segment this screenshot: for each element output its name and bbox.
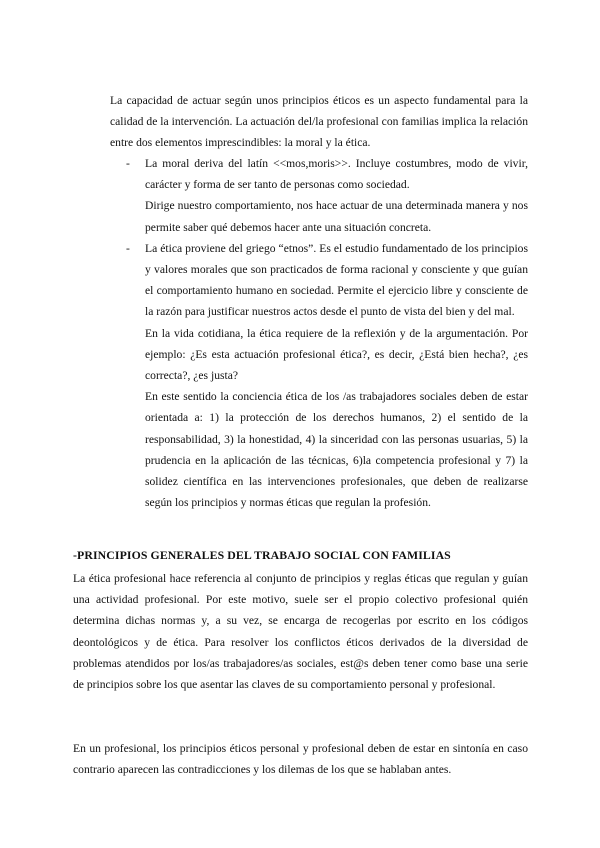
bullet-paragraph: En este sentido la conciencia ética de los /as trabajadores sociales deben de estar orientada a: 1) la protección de los derechos humanos, 2) el sentido de la responsabilidad, 3) la honestidad, 4) la sinceridad con las personas usuarias, 5) la prudencia en la aplicación de las técnicas, 6)la competencia profesional y 7) la solidez científica en las intervenciones profesionales, que deben de realizarse según los principios y normas éticas que regulan la profesión. — [145, 390, 528, 510]
section-paragraph: La ética profesional hace referencia al conjunto de principios y reglas éticas que regulan y guían una actividad profesional. Por este motivo, suele ser el propio colectivo profesional quién determina dichas normas y, a su vez, se encarga de recogerlas por escrito en los códigos deontológicos y de ética. Para resolver los conflictos éticos derivados de la diversidad de problemas atendidos por los/as trabajadores/as sociales, est@s deben tener como base una serie de principios sobre los que asentar las claves de su comportamiento personal y profesional. — [73, 572, 528, 692]
bullet-paragraph: La ética proviene del griego “etnos”. Es el estudio fundamentado de los principios y valores morales que son practicados de forma racional y consciente y que guían el comportamiento humano en sociedad. Permite el ejercicio libre y consciente de la razón para justificar nuestros actos desde el punto de vista del bien y del mal. — [145, 241, 528, 319]
bullet-paragraph: En la vida cotidiana, la ética requiere de la reflexión y de la argumentación. Por ejemplo: ¿Es esta actuación profesional ética?, es decir, ¿Está bien hecha?, ¿es correcta?, ¿es justa? — [145, 326, 528, 383]
bullet-item-etica — [110, 238, 528, 514]
bullet-paragraph: Dirige nuestro comportamiento, nos hace actuar de una determinada manera y nos permite saber qué debemos hacer ante una situación concreta. — [145, 199, 528, 234]
bullet-marker: - — [126, 157, 130, 170]
ethics-bullet-list — [110, 153, 528, 513]
bullet-paragraph: La moral deriva del latín <<mos,moris>>. Incluye costumbres, modo de vivir, carácter y forma de ser tanto de personas como sociedad. — [145, 157, 528, 192]
section-heading: -PRINCIPIOS GENERALES DEL TRABAJO SOCIAL CON FAMILIAS — [73, 548, 451, 562]
closing-paragraph: En un profesional, los principios éticos personal y profesional deben de estar en sintonía en caso contrario aparecen las contradicciones y los dilemas de los que se hablaban antes. — [73, 742, 528, 777]
bullet-item-moral — [110, 153, 528, 238]
bullet-marker: - — [126, 241, 130, 255]
intro-paragraph: La capacidad de actuar según unos principios éticos es un aspecto fundamental para la calidad de la intervención. La actuación del/la profesional con familias implica la relación entre dos elementos imprescindibles: la moral y la ética. — [110, 94, 528, 150]
